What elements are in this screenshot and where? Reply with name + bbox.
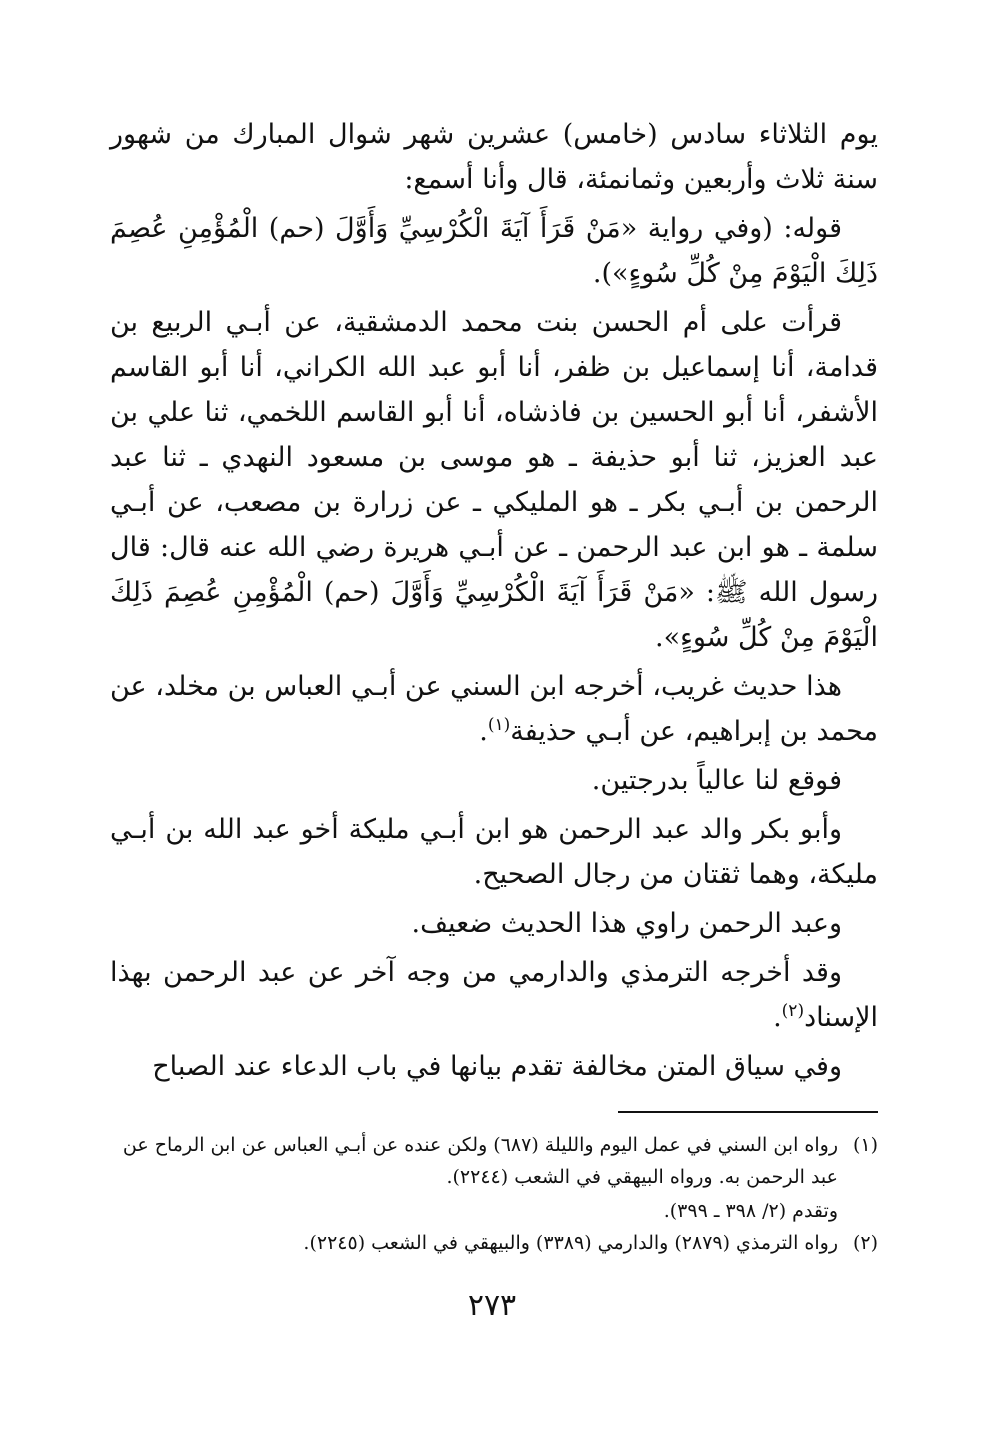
paragraph: وفي سياق المتن مخالفة تقدم بيانها في باب الدعاء عند الصباح	[152, 1051, 842, 1082]
footnotes	[110, 1129, 878, 1259]
footnote-1	[110, 1129, 878, 1193]
paragraph: وأبو بكر والد عبد الرحمن هو ابن أبـي مليكة أخو عبد الله بن أبـي مليكة، وهما ثقتان من رجال الصحيح.	[110, 814, 878, 890]
page-number: ٢٧٣	[467, 1288, 517, 1323]
footnote-number: (٢)	[852, 1232, 878, 1254]
footnote-text: رواه الترمذي (٢٨٧٩) والدارمي (٣٣٨٩) والبيهقي في الشعب (٢٢٤٥).	[303, 1232, 838, 1254]
paragraph: فوقع لنا عالياً بدرجتين.	[591, 765, 842, 796]
main-text	[110, 112, 878, 1089]
footnote-reference: (١)	[487, 715, 511, 735]
paragraph: قوله: (وفي رواية «مَنْ قَرَأَ آيَةَ الْكُرْسِيِّ وَأَوَّلَ (حم) الْمُؤْمِنِ عُصِمَ ذَلِكَ الْيَوْمَ مِنْ كُلِّ سُوءٍ»).	[110, 213, 878, 289]
footnote-1-continuation: وتقدم (٢/ ٣٩٨ ـ ٣٩٩).	[663, 1200, 838, 1222]
footnote-2	[110, 1227, 878, 1259]
paragraph: وعبد الرحمن راوي هذا الحديث ضعيف.	[411, 908, 842, 939]
footnote-text: رواه ابن السني في عمل اليوم والليلة (٦٨٧) ولكن عنده عن أبـي العباس عن ابن الرماح عن عبد الرحمن به. ورواه البيهقي في الشعب (٢٢٤٤).	[122, 1134, 838, 1188]
paragraph: يوم الثلاثاء سادس (خامس) عشرين شهر شوال المبارك من شهور سنة ثلاث وأربعين وثمانمئة، قال وأنا أسمع:	[110, 119, 878, 195]
footnote-number: (١)	[852, 1134, 878, 1156]
paragraph: وقد أخرجه الترمذي والدارمي من وجه آخر عن عبد الرحمن بهذا الإسناد$^{(٢)}$.	[110, 957, 878, 1033]
footnote-divider	[618, 1111, 878, 1113]
paragraph: قرأت على أم الحسن بنت محمد الدمشقية، عن أبـي الربيع بن قدامة، أنا إسماعيل بن ظفر، أنا أبو عبد الله الكراني، أنا أبو القاسم الأشفر، أنا أبو الحسين بن فاذشاه، أنا أبو القاسم اللخمي، ثنا علي بن عبد العزيز، ثنا أبو حذيفة ـ هو موسى بن مسعود النهدي ـ ثنا عبد الرحمن بن أبـي بكر ـ هو المليكي ـ عن زرارة بن مصعب، عن أبـي سلمة ـ هو ابن عبد الرحمن ـ عن أبـي هريرة رضي الله عنه قال: قال رسول الله ﷺ: «مَنْ قَرَأَ آيَةَ الْكُرْسِيِّ وَأَوَّلَ (حم) الْمُؤْمِنِ عُصِمَ ذَلِكَ الْيَوْمَ مِنْ كُلِّ سُوءٍ».	[110, 307, 878, 653]
paragraph: هذا حديث غريب، أخرجه ابن السني عن أبـي العباس بن مخلد، عن محمد بن إبراهيم، عن أبـي حذيفة$^{(١)}$.	[110, 671, 878, 747]
footnote-reference: (٢)	[781, 1001, 805, 1021]
